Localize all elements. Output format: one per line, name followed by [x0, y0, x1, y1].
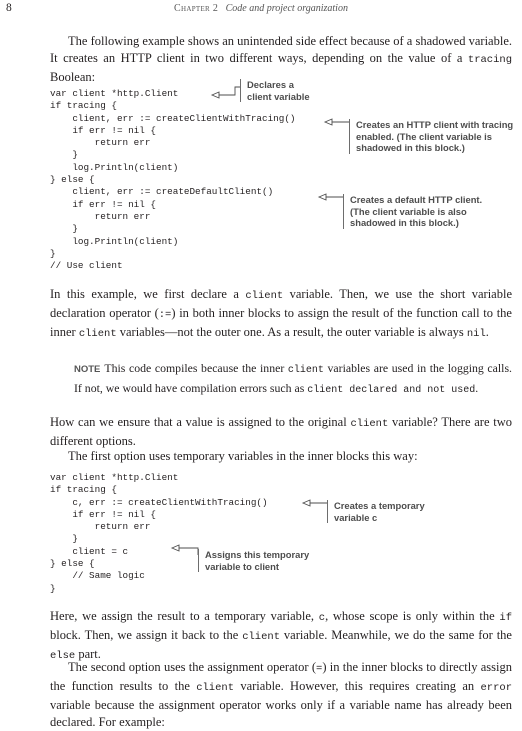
code-line: c, err := createClientWithTracing(): [50, 496, 268, 508]
code-line: if err != nil {: [50, 124, 157, 136]
code-line: }: [50, 247, 56, 259]
code-line: var client *http.Client: [50, 88, 179, 99]
code-line: }: [50, 582, 56, 594]
intro-paragraph: The following example shows an unintended side effect because of a shadowed variable. It creates an HTTP client in two different ways, depending on the value of a tracing Boolean:: [50, 34, 512, 84]
code-line: } else {: [50, 174, 95, 186]
callout-temporary-variable: Creates a temporary variable c: [327, 500, 425, 523]
code-line: return err: [50, 137, 151, 149]
code-line: log.Println(client): [50, 235, 179, 247]
code-line: } else {: [50, 558, 95, 570]
code-line: }: [50, 223, 78, 235]
note-label: NOTE: [74, 364, 101, 375]
chapter-title: Code and project organization: [225, 3, 348, 14]
arrow-icon: [218, 87, 240, 95]
option1-intro: The first option uses temporary variables in the inner blocks this way:: [68, 449, 418, 463]
callout-default-client: Creates a default HTTP client. (The client variable is also shadowed in this block.): [343, 194, 482, 229]
code-line: if tracing {: [50, 100, 117, 112]
code-line: return err: [50, 210, 151, 222]
code-line: // Same logic: [50, 570, 145, 582]
arrow-head-icon: [319, 194, 326, 200]
code-block-temporary: [50, 472, 268, 595]
arrow-head-icon: [212, 92, 219, 98]
temporary-explanation: Here, we assign the result to a temporary variable, c, whose scope is only within the if block. Then, we assign it back to the client variable. Meanwhile, we do the same for the else part.: [50, 609, 512, 662]
code-line: }: [50, 533, 78, 545]
code-line: log.Println(client): [50, 161, 179, 173]
note-block: NOTE This code compiles because the inner client variables are used in the logging calls. If not, we would have compilation errors such as client declared and not used.: [74, 361, 513, 396]
code-line: if err != nil {: [50, 508, 157, 520]
callout-declares-client: Declares a client variable: [240, 79, 310, 102]
arrow-head-icon: [325, 119, 332, 125]
code-line: return err: [50, 521, 151, 533]
callout-tracing-client: Creates an HTTP client with tracing enabled. (The client variable is shadowed in this block.): [349, 119, 513, 154]
code-line: var client *http.Client: [50, 472, 179, 483]
arrow-head-icon: [303, 500, 310, 506]
explanation-paragraph: In this example, we first declare a client variable. Then, we use the short variable declaration operator (:=) in both inner blocks to assign the result of the function call to the inner client variables—not the outer one. As a result, the outer variable is always nil.: [50, 287, 512, 340]
chapter-label: Chapter 2: [174, 3, 219, 14]
code-line: client = c: [50, 545, 129, 557]
page-number: 8: [6, 2, 12, 14]
code-line: if tracing {: [50, 484, 117, 496]
question-paragraph: How can we ensure that a value is assigned to the original client variable? There are two different options.: [50, 415, 513, 448]
code-line: client, err := createDefaultClient(): [50, 186, 274, 198]
code-line: }: [50, 149, 78, 161]
code-line: client, err := createClientWithTracing(): [50, 112, 296, 124]
callout-assign-client: Assigns this temporary variable to client: [198, 549, 309, 572]
code-line: // Use client: [50, 260, 123, 272]
option2-paragraph: The second option uses the assignment operator (=) in the inner blocks to directly assign the function results to the client variable. However, this requires creating an error variable because the assignment operator works only if a variable name has already been declared. For example:: [50, 660, 513, 729]
code-line: if err != nil {: [50, 198, 157, 210]
